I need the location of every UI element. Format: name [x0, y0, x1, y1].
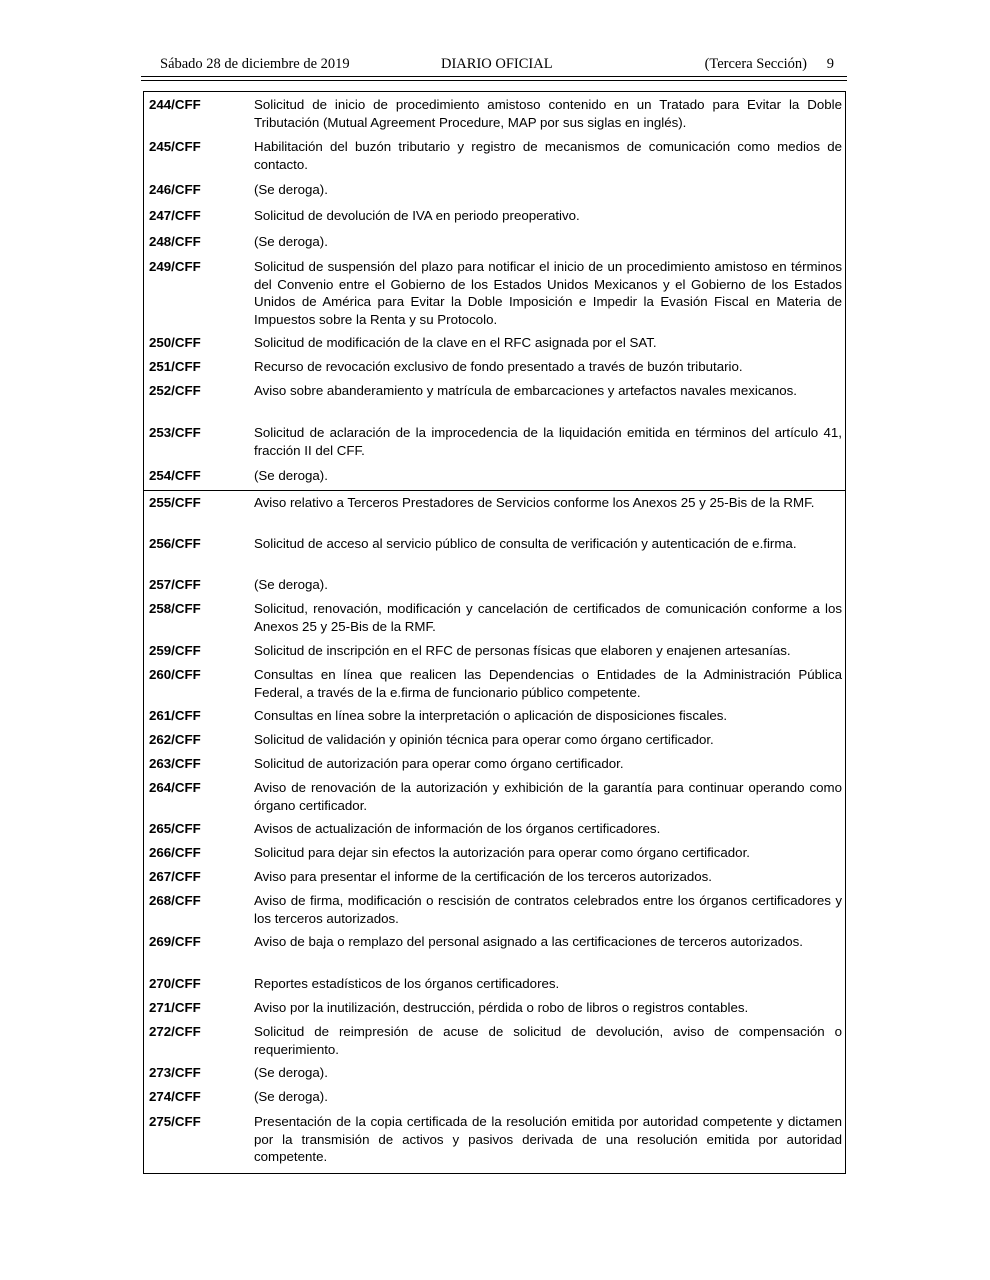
entry-code: 271/CFF: [149, 1000, 201, 1015]
entry-text: Solicitud de suspensión del plazo para notificar el inicio de un procedimiento amistoso en términos del Convenio entre el Gobierno de los Estados Unidos Mexicanos y el Gobierno de los Estados Unidos de América para Evitar la Doble Imposición e Impedir la Evasión Fiscal en Materia de Impuestos sobre la Renta y su Protocolo.: [254, 259, 842, 327]
entry-text: Solicitud para dejar sin efectos la autorización para operar como órgano certificador.: [254, 845, 750, 860]
entry-text: (Se deroga).: [254, 1089, 328, 1104]
entry-code: 266/CFF: [149, 845, 201, 860]
page-number: 9: [826, 56, 834, 72]
entry-code: 270/CFF: [149, 976, 201, 991]
entry-code: 272/CFF: [149, 1024, 201, 1039]
entry-code: 267/CFF: [149, 869, 201, 884]
entry-text: Solicitud de inscripción en el RFC de personas físicas que elaboren y enajenen artesanías.: [254, 643, 791, 658]
entry-text: (Se deroga).: [254, 1065, 328, 1080]
header-rule-top: [141, 76, 847, 77]
table-block-1: [143, 91, 846, 491]
entry-text: Solicitud de modificación de la clave en el RFC asignada por el SAT.: [254, 335, 657, 350]
entry-text: Solicitud de devolución de IVA en periodo preoperativo.: [254, 208, 580, 223]
entry-text: Presentación de la copia certificada de la resolución emitida por autoridad competente y dictamen por la transmisión de activos y pasivos derivada de una resolución emitida por autoridad competente.: [254, 1114, 842, 1165]
entry-text: (Se deroga).: [254, 468, 328, 483]
entry-text: (Se deroga).: [254, 182, 328, 197]
entry-code: 253/CFF: [149, 425, 201, 440]
entry-text: Aviso relativo a Terceros Prestadores de Servicios conforme los Anexos 25 y 25-Bis de la RMF.: [254, 495, 815, 510]
entry-text: Aviso de renovación de la autorización y exhibición de la garantía para continuar operando como órgano certificador.: [254, 780, 842, 813]
entry-text: Aviso de firma, modificación o rescisión de contratos celebrados entre los órganos certificadores y los terceros autorizados.: [254, 893, 842, 926]
entry-code: 250/CFF: [149, 335, 201, 350]
entry-text: Solicitud, renovación, modificación y cancelación de certificados de comunicación conforme a los Anexos 25 y 25-Bis de la RMF.: [254, 601, 842, 634]
entry-text: Recurso de revocación exclusivo de fondo presentado a través de buzón tributario.: [254, 359, 743, 374]
entry-code: 245/CFF: [149, 139, 201, 154]
entry-text: Habilitación del buzón tributario y registro de mecanismos de comunicación como medios de contacto.: [254, 139, 842, 172]
entry-text: Aviso de baja o remplazo del personal asignado a las certificaciones de terceros autorizados.: [254, 934, 803, 949]
entry-text: Aviso por la inutilización, destrucción, pérdida o robo de libros o registros contables.: [254, 1000, 749, 1015]
entry-code: 249/CFF: [149, 259, 201, 274]
entry-text: Aviso para presentar el informe de la certificación de los terceros autorizados.: [254, 869, 712, 884]
entry-code: 259/CFF: [149, 643, 201, 658]
entry-text: Solicitud de inicio de procedimiento amistoso contenido en un Tratado para Evitar la Doble Tributación (Mutual Agreement Procedure, MAP por sus siglas en inglés).: [254, 97, 842, 130]
entry-code: 251/CFF: [149, 359, 201, 374]
entry-code: 261/CFF: [149, 708, 201, 723]
header-section: (Tercera Sección): [704, 56, 807, 72]
entry-text: Aviso sobre abanderamiento y matrícula de embarcaciones y artefactos navales mexicanos.: [254, 383, 797, 398]
entry-code: 265/CFF: [149, 821, 201, 836]
entry-code: 246/CFF: [149, 182, 201, 197]
entry-code: 252/CFF: [149, 383, 201, 398]
entry-text: Avisos de actualización de información de los órganos certificadores.: [254, 821, 661, 836]
entry-code: 244/CFF: [149, 97, 201, 112]
entry-text: Solicitud de validación y opinión técnica para operar como órgano certificador.: [254, 732, 714, 747]
table-block-2: [143, 490, 846, 1174]
entry-code: 260/CFF: [149, 667, 201, 682]
entry-text: Solicitud de acceso al servicio público de consulta de verificación y autenticación de e.firma.: [254, 536, 797, 551]
entry-text: Solicitud de reimpresión de acuse de solicitud de devolución, aviso de compensación o requerimiento.: [254, 1024, 842, 1057]
entry-code: 262/CFF: [149, 732, 201, 747]
entry-code: 268/CFF: [149, 893, 201, 908]
entry-code: 269/CFF: [149, 934, 201, 949]
header-rule-bottom: [141, 80, 847, 81]
entry-code: 255/CFF: [149, 495, 201, 510]
entry-code: 274/CFF: [149, 1089, 201, 1104]
entry-code: 248/CFF: [149, 234, 201, 249]
entry-text: Consultas en línea que realicen las Dependencias o Entidades de la Administración Pública Federal, a través de la e.firma de funcionario público competente.: [254, 667, 842, 700]
entry-text: (Se deroga).: [254, 577, 328, 592]
entry-code: 273/CFF: [149, 1065, 201, 1080]
entry-code: 264/CFF: [149, 780, 201, 795]
entry-code: 258/CFF: [149, 601, 201, 616]
entry-code: 256/CFF: [149, 536, 201, 551]
entry-code: 247/CFF: [149, 208, 201, 223]
entry-text: (Se deroga).: [254, 234, 328, 249]
page-header: [160, 56, 835, 76]
entry-code: 254/CFF: [149, 468, 201, 483]
header-publication: DIARIO OFICIAL: [441, 56, 553, 72]
entry-text: Solicitud de aclaración de la improcedencia de la liquidación emitida en términos del artículo 41, fracción II del CFF.: [254, 425, 842, 458]
entry-text: Solicitud de autorización para operar como órgano certificador.: [254, 756, 624, 771]
entry-code: 275/CFF: [149, 1114, 201, 1129]
entry-text: Reportes estadísticos de los órganos certificadores.: [254, 976, 560, 991]
entry-code: 257/CFF: [149, 577, 201, 592]
entry-text: Consultas en línea sobre la interpretación o aplicación de disposiciones fiscales.: [254, 708, 728, 723]
entry-code: 263/CFF: [149, 756, 201, 771]
header-date: Sábado 28 de diciembre de 2019: [160, 56, 350, 72]
